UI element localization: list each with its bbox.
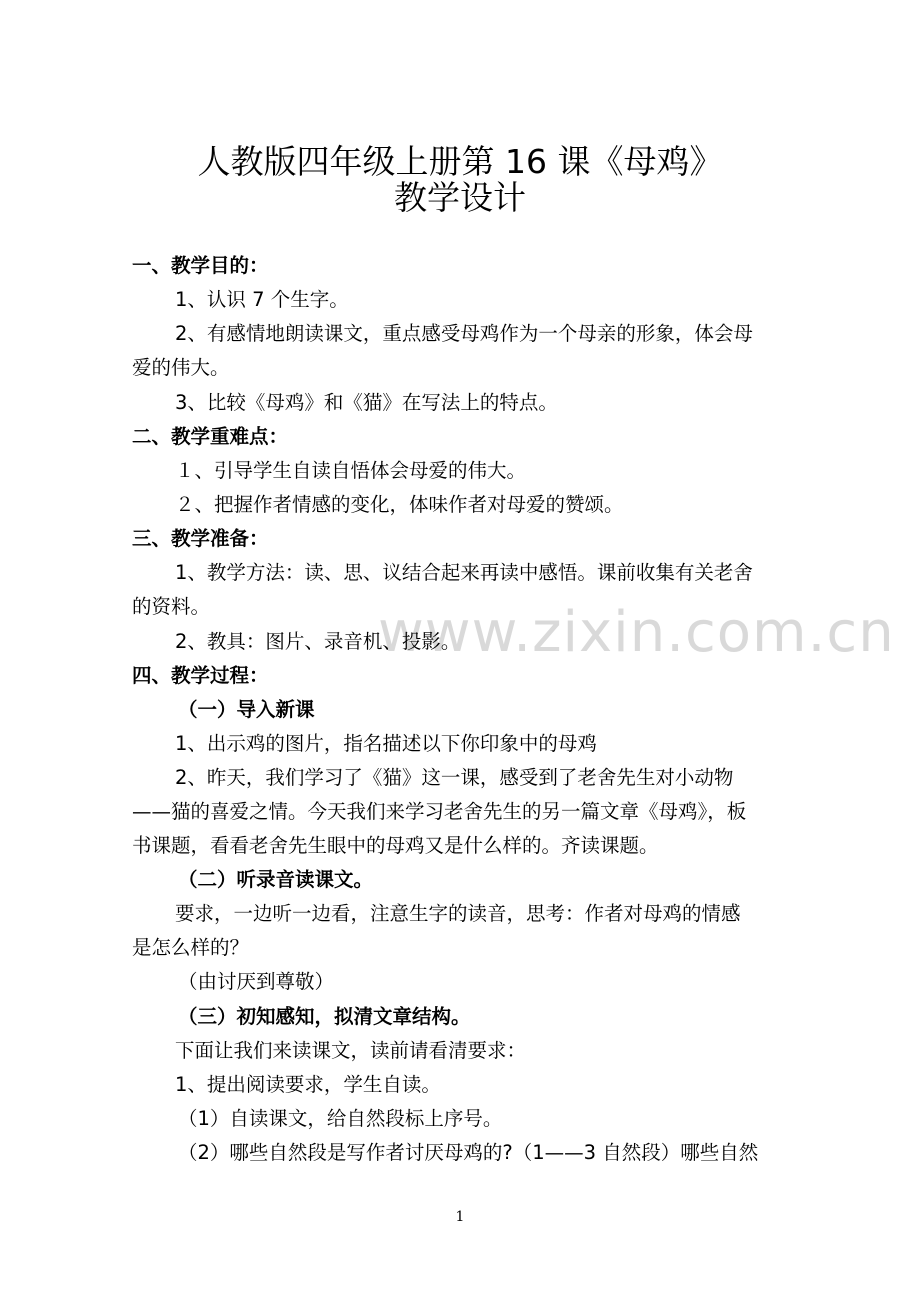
body-line: 2、教具：图片、录音机、投影。 (175, 630, 461, 653)
section-heading: 四、教学过程： (132, 664, 269, 687)
body-line: 1、认识 7 个生字。 (175, 288, 349, 311)
body-line: 1、出示鸡的图片，指名描述以下你印象中的母鸡 (175, 732, 597, 755)
watermark: www.zixin.com.cn (378, 600, 895, 665)
body-line: ——猫的喜爱之情。今天我们来学习老舍先生的另一篇文章《母鸡》，板 (132, 800, 747, 823)
page-number: 1 (455, 1209, 465, 1225)
subsection-heading: （一）导入新课 (178, 698, 315, 721)
section-heading: 二、教学重难点： (132, 425, 289, 448)
body-line: 2、昨天，我们学习了《猫》这一课，感受到了老舍先生对小动物 (175, 766, 734, 789)
body-line: （2）哪些自然段是写作者讨厌母鸡的?（1——3 自然段）哪些自然 (178, 1141, 759, 1164)
section-heading: 三、教学准备： (132, 527, 269, 550)
body-line: 1、提出阅读要求，学生自读。 (175, 1073, 441, 1096)
body-line: 下面让我们来读课文，读前请看清要求： (175, 1039, 527, 1062)
document-subtitle: 教学设计 (394, 178, 526, 217)
section-heading: 一、教学目的： (132, 254, 269, 277)
body-line: 要求，一边听一边看，注意生字的读音，思考：作者对母鸡的情感 (175, 902, 741, 925)
body-line: （由讨厌到尊敬） (178, 970, 335, 993)
body-line: 的资料。 (132, 595, 211, 618)
body-line: 1、教学方法：读、思、议结合起来再读中感悟。课前收集有关老舍 (175, 561, 753, 584)
body-line: （1）自读课文，给自然段标上序号。 (178, 1107, 503, 1130)
document-title: 人教版四年级上册第 16 课《母鸡》 (197, 142, 723, 181)
body-line: １、引导学生自读自悟体会母爱的伟大。 (175, 459, 527, 482)
body-line: 3、比较《母鸡》和《猫》在写法上的特点。 (175, 391, 558, 414)
subsection-heading: （三）初知感知，拟清文章结构。 (178, 1005, 471, 1028)
subsection-heading: （二）听录音读课文。 (178, 868, 374, 891)
body-line: 书课题，看看老舍先生眼中的母鸡又是什么样的。齐读课题。 (132, 834, 659, 857)
body-line: 是怎么样的？ (132, 936, 250, 959)
body-line: 2、有感情地朗读课文，重点感受母鸡作为一个母亲的形象，体会母 (175, 322, 753, 345)
body-line: 爱的伟大。 (132, 356, 230, 379)
body-line: ２、把握作者情感的变化，体味作者对母爱的赞颂。 (175, 493, 624, 516)
